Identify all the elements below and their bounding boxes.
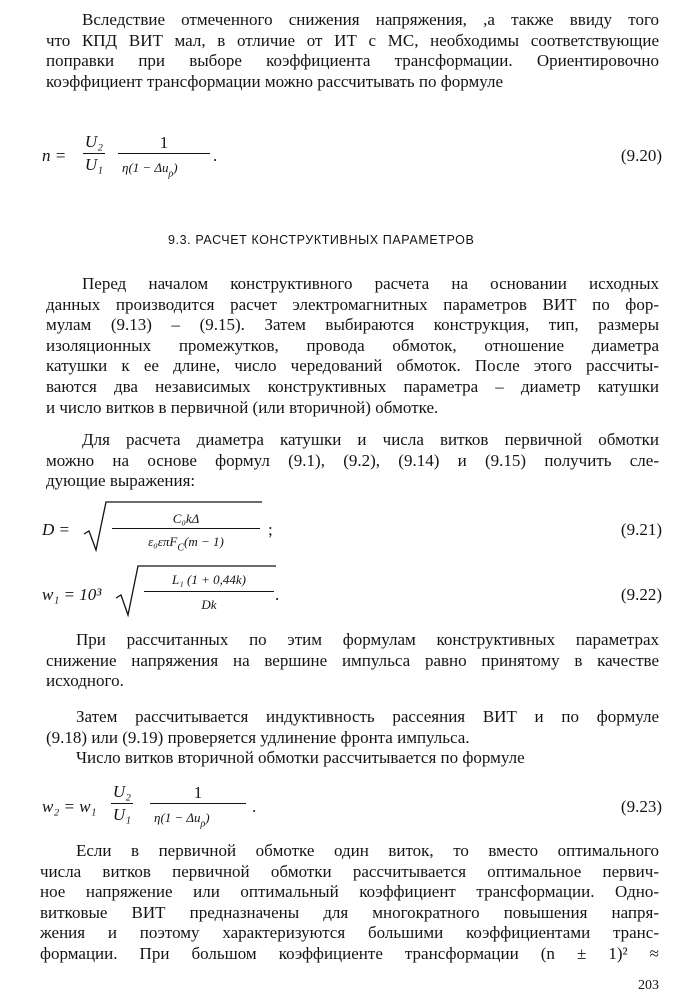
paragraph-line: исходного. <box>46 671 124 691</box>
paragraph-line: витковые ВИТ предназначены для многократного повышения напря- <box>40 902 659 922</box>
fraction-bar <box>150 803 246 804</box>
paragraph-line: Для расчета диаметра катушки и числа витков первичной обмотки <box>82 430 659 449</box>
formula-9-21 <box>40 500 662 556</box>
paragraph-line: снижение напряжения на вершине импульса равно принятому в качестве <box>46 650 659 670</box>
paragraph-line: формации. При большом коэффициенте трансформации (n ± 1)² ≈ <box>40 943 659 963</box>
fraction-bar <box>112 528 260 529</box>
paragraph-line: При рассчитанных по этим формулам конструктивных параметрах <box>76 630 659 649</box>
paragraph-line: Перед началом конструктивного расчета на основании исходных <box>82 274 659 293</box>
formula-9-20 <box>40 132 662 182</box>
formula-lhs: D = <box>42 520 70 539</box>
fraction-numerator: L₁ (1 + 0,44k) <box>172 572 246 587</box>
fraction-bar <box>111 803 133 804</box>
fraction-bar <box>118 153 210 154</box>
paragraph-line: и число витков в первичной (или вторичной) обмотке. <box>46 397 439 417</box>
paragraph-line: поправки при выборе коэффициента трансформации. Ориентировочно <box>46 51 659 71</box>
formula-lhs: w₁ = 10³ <box>42 585 102 604</box>
paragraph-4 <box>46 630 659 692</box>
formula-period: . <box>275 585 280 604</box>
paragraph-line: Затем рассчитывается индуктивность рассеяния ВИТ и по формуле <box>76 707 659 726</box>
paragraph-line: катушки к ее длине, число чередований обмоток. После этого рассчиты- <box>46 356 659 376</box>
paragraph-line: Если в первичной обмотке один виток, то вместо оптимального <box>76 841 659 860</box>
paragraph-line: Вследствие отмеченного снижения напряжения, ,а также ввиду того <box>82 10 659 29</box>
fraction-bar <box>144 591 274 592</box>
paragraph-line: коэффициент трансформации можно рассчитывать по формуле <box>46 71 504 91</box>
paragraph-line: мулам (9.13) – (9.15). Затем выбираются конструкция, тип, размеры <box>46 315 659 335</box>
formula-lhs: w₂ = w₁ <box>42 797 97 816</box>
paragraph-5 <box>46 707 659 769</box>
fraction-denominator: Dk <box>201 597 217 612</box>
fraction-denominator: ε₀επF$_C$(m − 1) <box>148 534 224 554</box>
formula-period: . <box>252 797 257 816</box>
formula-lhs: n = <box>42 146 67 165</box>
fraction-denominator: $\eta(1 - \Delta u_\rho)$ <box>122 160 178 180</box>
paragraph-3 <box>46 430 659 492</box>
formula-semicolon: ; <box>268 520 273 539</box>
paragraph-2 <box>46 274 659 418</box>
equation-number: (9.23) <box>620 797 662 816</box>
fraction-denominator: U₁ <box>112 805 132 824</box>
paragraph-line: (9.18) или (9.19) проверяется удлинение фронта импульса. <box>46 727 470 747</box>
section-heading: 9.3. РАСЧЕТ КОНСТРУКТИВНЫХ ПАРАМЕТРОВ <box>168 233 475 247</box>
paragraph-line: ное напряжение или оптимальный коэффициент трансформации. Одно- <box>40 882 659 902</box>
equation-number: (9.21) <box>620 520 662 539</box>
paragraph-line: числа витков первичной обмотки рассчитывается оптимальное первич- <box>40 861 659 881</box>
paragraph-line: Число витков вторичной обмотки рассчитывается по формуле <box>76 748 525 768</box>
fraction-numerator: U₂ <box>84 132 104 151</box>
paragraph-line: данных производится расчет электромагнитных параметров ВИТ по фор- <box>46 294 659 314</box>
paragraph-line: дующие выражения: <box>46 471 196 491</box>
equation-number: (9.22) <box>620 585 662 604</box>
paragraph-line: жения и поэтому характеризуются большими коэффициентами транс- <box>40 923 659 943</box>
equation-number: (9.20) <box>620 146 662 165</box>
fraction-denominator: U₁ <box>84 155 104 174</box>
fraction-numerator: U₂ <box>112 782 132 801</box>
formula-9-22 <box>40 562 662 620</box>
fraction-denominator: $\eta(1 - \Delta u_\rho)$ <box>154 810 210 830</box>
paragraph-line: ваются два независимых конструктивных параметра – диаметр катушки <box>46 376 659 396</box>
fraction-bar <box>83 153 105 154</box>
formula-9-23 <box>40 778 662 830</box>
paragraph-1 <box>46 10 659 92</box>
fraction-numerator: 1 <box>159 133 169 152</box>
paragraph-line: что КПД ВИТ мал, в отличие от ИТ с МС, необходимы соответствующие <box>46 30 659 50</box>
formula-period: . <box>213 146 218 165</box>
paragraph-6 <box>40 841 659 965</box>
fraction-numerator: 1 <box>193 783 203 802</box>
fraction-numerator: C₀kΔ <box>172 511 200 526</box>
paragraph-line: изоляционных промежутков, провода обмоток, отношение диаметра <box>46 335 659 355</box>
page-number: 203 <box>638 978 659 993</box>
paragraph-line: можно на основе формул (9.1), (9.2), (9.14) и (9.15) получить сле- <box>46 450 659 470</box>
